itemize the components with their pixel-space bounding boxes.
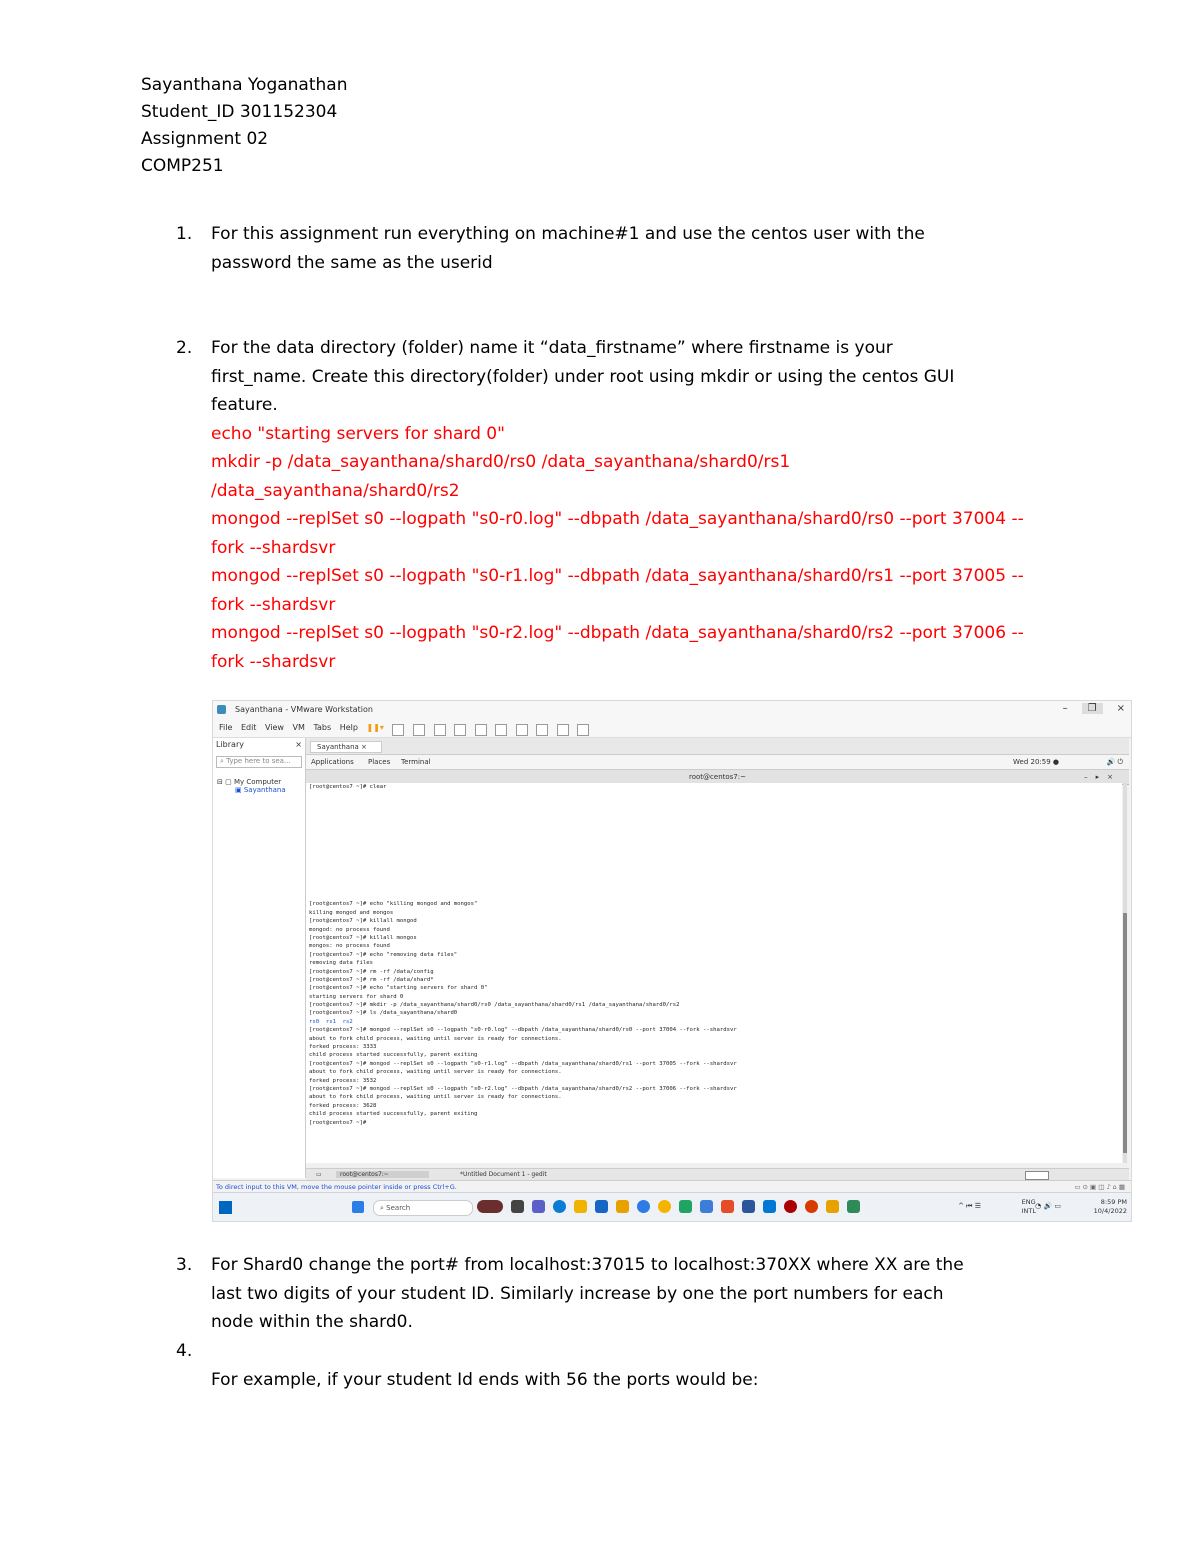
language-indicator[interactable]: ENG INTL: [1021, 1198, 1036, 1215]
item-text-line: For example, if your student Id ends with 56 the ports would be:: [211, 1369, 759, 1390]
workspace-switcher[interactable]: [1025, 1171, 1049, 1180]
vm-tab-bar: [306, 738, 1129, 755]
gnome-clock: Wed 20:59 ●: [1013, 758, 1059, 766]
toolbar-view-2-icon[interactable]: [495, 724, 507, 736]
terminal-line: mongos: no process found: [309, 943, 390, 950]
toolbar-view-4-icon[interactable]: [536, 724, 548, 736]
terminal-line: child process started successfully, parent exiting: [309, 1111, 478, 1118]
app-icon[interactable]: [700, 1200, 713, 1213]
item-text-line: password the same as the userid: [211, 252, 493, 273]
item-text-line: node within the shard0.: [211, 1312, 413, 1332]
close-icon[interactable]: ×: [295, 740, 302, 749]
device-icons[interactable]: ▭ ⊙ ▣ ◫ ♪ ⌂ ▦: [1074, 1183, 1125, 1191]
terminal-line: forked process: 3628: [309, 1102, 377, 1109]
document-header: [141, 72, 347, 180]
notes-icon[interactable]: [826, 1200, 839, 1213]
tree-item-my-computer[interactable]: ⊟ ▢ My Computer: [217, 778, 282, 786]
item-text-line: For Shard0 change the port# from localhost:37015 to localhost:370XX where XX are the: [211, 1255, 964, 1275]
app-avatar-icon[interactable]: [477, 1200, 503, 1213]
vm-window-title: Sayanthana - VMware Workstation: [235, 705, 373, 714]
guest-task-terminal[interactable]: root@centos7:~: [336, 1171, 429, 1178]
terminal-scrollbar[interactable]: [1123, 783, 1127, 1163]
network-app-icon[interactable]: [847, 1200, 860, 1213]
edge-icon[interactable]: [553, 1200, 566, 1213]
terminal-line: rs0 rs1 rs2: [309, 1018, 353, 1025]
window-controls: [1063, 703, 1125, 714]
toolbar-manage-icon[interactable]: [454, 724, 466, 736]
taskbar-apps: [477, 1200, 860, 1213]
vmware-screenshot: [212, 700, 1132, 1222]
terminal-line: child process started successfully, parent exiting: [309, 1052, 478, 1059]
terminal-line: [root@centos7 ~]# rm -rf /data/config: [309, 968, 434, 975]
menu-vm[interactable]: VM: [292, 723, 305, 732]
toolbar-view-3-icon[interactable]: [516, 724, 528, 736]
vm-guest-view: [306, 738, 1129, 1168]
terminal-line: [root@centos7 ~]# killall mongod: [309, 918, 417, 925]
command-line: mongod --replSet s0 --logpath "s0-r2.log" --dbpath /data_sayanthana/shard0/rs2 --port 37006 --: [211, 623, 1024, 643]
item-text-line: [211, 1337, 1071, 1366]
command-line: /data_sayanthana/shard0/rs2: [211, 480, 460, 501]
terminal-lines: [306, 900, 1122, 1127]
author-name: Sayanthana Yoganathan: [141, 75, 348, 95]
terminal-line: [root@centos7 ~]# mkdir -p /data_sayanthana/shard0/rs0 /data_sayanthana/shard0/rs1 /data_sayanthana/shard0/rs2: [309, 1002, 680, 1009]
toolbar-send-keys-icon[interactable]: [392, 724, 404, 736]
scroll-thumb[interactable]: [1123, 913, 1127, 1153]
terminal-line: mongod: no process found: [309, 926, 390, 933]
command-line: fork --shardsvr: [211, 537, 336, 558]
terminal-line: forked process: 3532: [309, 1077, 377, 1084]
search-icon: ⌕: [220, 757, 227, 765]
guest-task-gedit[interactable]: *Untitled Document 1 - gedit: [460, 1171, 547, 1178]
menu-tabs[interactable]: Tabs: [313, 723, 332, 732]
list-number: 4.: [176, 1341, 193, 1361]
tray-icons[interactable]: ◔ 🔊 ▭: [1035, 1202, 1061, 1210]
tree-item-vm[interactable]: ▣ Sayanthana: [235, 786, 286, 794]
terminal-title: root@centos7:~: [689, 773, 746, 781]
library-search-input[interactable]: [216, 756, 302, 768]
course-code: COMP251: [141, 156, 224, 176]
terminal-line: killing mongod and mongos: [309, 909, 394, 916]
command-line: mkdir -p /data_sayanthana/shard0/rs0 /data_sayanthana/shard0/rs1: [211, 452, 791, 472]
terminal-line: [root@centos7 ~]# rm -rf /data/shard*: [309, 976, 434, 983]
terminal-line: forked process: 3333: [309, 1044, 377, 1051]
terminal-line: [root@centos7 ~]# mongod --replSet s0 --logpath "s0-r2.log" --dbpath /data_sayanthana/shard0/rs2 --port 37006 --fork --shardsvr: [309, 1085, 737, 1092]
vm-titlebar: [213, 701, 1131, 719]
menu-view[interactable]: View: [264, 723, 284, 732]
terminal-line: starting servers for shard 0: [309, 993, 404, 1000]
mail-icon[interactable]: [763, 1200, 776, 1213]
tray-overflow-icon[interactable]: ^ ⏮ ☰: [958, 1202, 981, 1210]
vmware-logo-icon: [217, 705, 226, 714]
vm-menubar: [213, 719, 1131, 738]
pause-icon[interactable]: ❚❚▾: [366, 723, 384, 732]
terminal-icon: ▭: [316, 1171, 322, 1178]
menu-edit[interactable]: Edit: [240, 723, 257, 732]
gnome-terminal[interactable]: Terminal: [401, 758, 431, 766]
folder-icon[interactable]: [616, 1200, 629, 1213]
item-text-line: For the data directory (folder) name it “data_firstname” where firstname is your: [211, 338, 893, 358]
terminal-output[interactable]: [306, 783, 1122, 1163]
terminal-line: [root@centos7 ~]# mongod --replSet s0 --logpath "s0-r0.log" --dbpath /data_sayanthana/shard0/rs0 --port 37004 --fork --shardsvr: [309, 1027, 737, 1034]
library-search-placeholder: Type here to sea...: [226, 757, 291, 765]
close-icon[interactable]: ×: [1116, 703, 1125, 714]
start-menu-icon[interactable]: [352, 1201, 364, 1213]
toolbar-console-icon[interactable]: [557, 724, 569, 736]
command-line: mongod --replSet s0 --logpath "s0-r1.log" --dbpath /data_sayanthana/shard0/rs1 --port 37005 --: [211, 566, 1024, 586]
html5-icon[interactable]: [721, 1200, 734, 1213]
toolbar-fullscreen-icon[interactable]: [577, 724, 589, 736]
command-line: fork --shardsvr: [211, 594, 336, 615]
power-icon[interactable]: 🔊 ⏻: [1106, 758, 1123, 766]
taskbar-search-input[interactable]: ⌕ Search: [373, 1200, 473, 1216]
store-icon[interactable]: [595, 1200, 608, 1213]
maximize-icon[interactable]: ❐: [1082, 703, 1103, 714]
terminal-line: [root@centos7 ~]# mongod --replSet s0 --logpath "s0-r1.log" --dbpath /data_sayanthana/shard0/rs1 --port 37005 --fork --shardsvr: [309, 1060, 737, 1067]
terminal-line: about to fork child process, waiting until server is ready for connections.: [309, 1094, 562, 1101]
student-id: Student_ID 301152304: [141, 102, 338, 122]
command-line: fork --shardsvr: [211, 651, 336, 672]
gnome-places[interactable]: Places: [368, 758, 391, 766]
terminal-line: [root@centos7 ~]# killall mongos: [309, 934, 417, 941]
file-explorer-icon[interactable]: [574, 1200, 587, 1213]
vmware-icon[interactable]: [637, 1200, 650, 1213]
item-text-line: last two digits of your student ID. Similarly increase by one the port numbers for each: [211, 1283, 944, 1304]
command-line: echo "starting servers for shard 0": [211, 423, 505, 444]
photo-icon[interactable]: [805, 1200, 818, 1213]
gnome-applications[interactable]: Applications: [311, 758, 354, 766]
library-header: [213, 738, 305, 754]
drive-icon[interactable]: [679, 1200, 692, 1213]
teams-icon[interactable]: [532, 1200, 545, 1213]
terminal-line: about to fork child process, waiting until server is ready for connections.: [309, 1069, 562, 1076]
terminal-controls[interactable]: –▸×: [1084, 773, 1121, 781]
clock[interactable]: 8:59 PM 10/4/2022: [1093, 1198, 1127, 1215]
item-text-line: For this assignment run everything on machine#1 and use the centos user with the: [211, 224, 925, 244]
terminal-line: removing data files: [309, 960, 373, 967]
list-number: 1.: [176, 224, 193, 244]
minimize-icon[interactable]: –: [1062, 703, 1068, 714]
list-number: 3.: [176, 1255, 193, 1275]
windows-start-icon[interactable]: [219, 1201, 232, 1214]
terminal-line: [root@centos7 ~]# echo "removing data files": [309, 951, 458, 958]
toolbar-revert-icon[interactable]: [434, 724, 446, 736]
command-line: mongod --replSet s0 --logpath "s0-r0.log" --dbpath /data_sayanthana/shard0/rs0 --port 37004 --: [211, 509, 1024, 529]
pinned-app-icon[interactable]: [784, 1200, 797, 1213]
toolbar-snapshot-icon[interactable]: [413, 724, 425, 736]
list-number: 2.: [176, 338, 193, 358]
library-label: Library: [216, 740, 244, 749]
assignment-title: Assignment 02: [141, 129, 269, 149]
task-view-icon[interactable]: [511, 1200, 524, 1213]
library-panel: [213, 738, 306, 1178]
terminal-line: [root@centos7 ~]# clear: [309, 784, 387, 790]
terminal-line: [root@centos7 ~]#: [309, 1119, 367, 1126]
menu-file[interactable]: File: [219, 723, 233, 732]
item-text-line: first_name. Create this directory(folder) under root using mkdir or using the centos GUI: [211, 366, 955, 387]
library-tree: [217, 778, 301, 794]
item-text-line: feature.: [211, 395, 278, 415]
word-icon[interactable]: [742, 1200, 755, 1213]
terminal-line: [root@centos7 ~]# echo "killing mongod and mongos": [309, 901, 478, 908]
toolbar-view-1-icon[interactable]: [475, 724, 487, 736]
gnome-topbar: [306, 755, 1129, 770]
terminal-line: [root@centos7 ~]# echo "starting servers for shard 0": [309, 985, 488, 992]
windows-taskbar: [213, 1192, 1131, 1222]
terminal-line: [root@centos7 ~]# ls /data_sayanthana/shard0: [309, 1010, 458, 1017]
chrome-icon[interactable]: [658, 1200, 671, 1213]
terminal-line: about to fork child process, waiting until server is ready for connections.: [309, 1035, 562, 1042]
vm-tab[interactable]: Sayanthana ×: [310, 741, 382, 753]
menu-help[interactable]: Help: [339, 723, 358, 732]
status-text: To direct input to this VM, move the mouse pointer inside or press Ctrl+G.: [216, 1183, 457, 1191]
